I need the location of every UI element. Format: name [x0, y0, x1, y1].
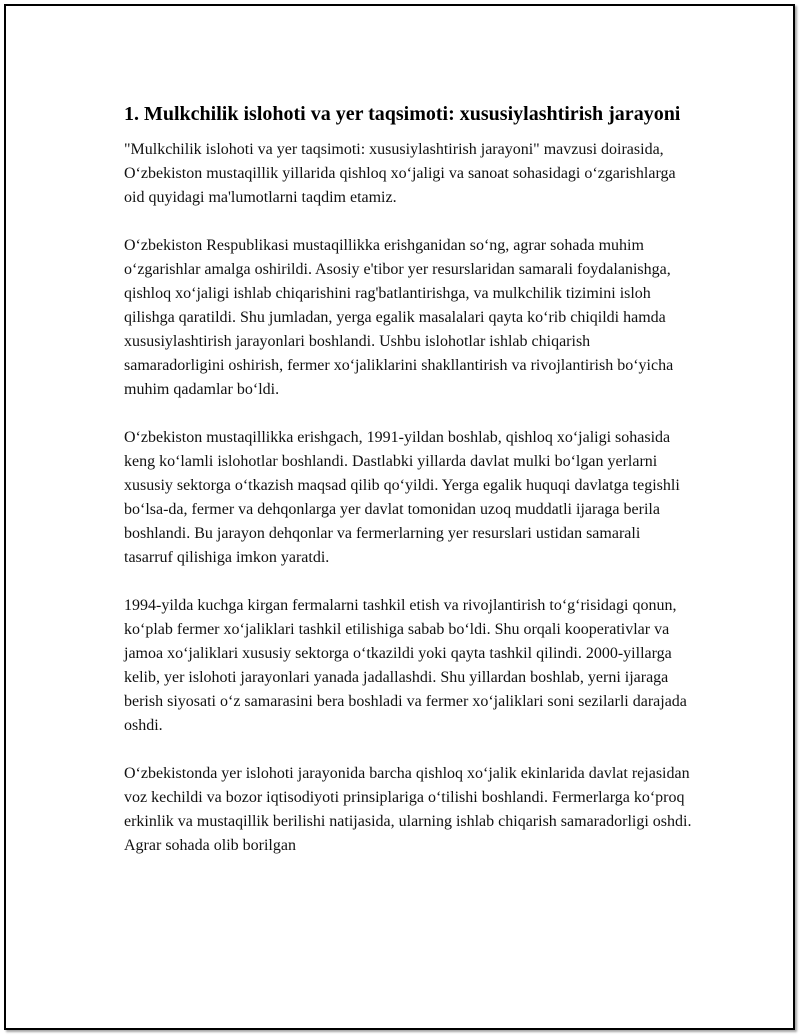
document-page: [4, 4, 795, 1030]
document-body: [124, 101, 692, 882]
document-title: 1. Mulkchilik islohoti va yer taqsimoti: xususiylashtirish jarayoni: [124, 103, 681, 125]
paragraph-market-transition: O‘zbekistonda yer islohoti jarayonida barcha qishloq xo‘jalik ekinlarida davlat rejasidan voz kechildi va bozor iqtisodiyoti prinsiplariga o‘tilishi boshlandi. Fermerlarga ko‘proq erkinlik va mustaqillik berilishi natijasida, ularning ishlab chiqarish samaradorligi oshdi. Agrar sohada olib borilgan: [124, 765, 692, 854]
paragraph-independence-reforms: O‘zbekiston Respublikasi mustaqillikka erishganidan so‘ng, agrar sohada muhim o‘zgarishlar amalga oshirildi. Asosiy e'tibor yer resurslaridan samarali foydalanishga, qishloq xo‘jaligi ishlab chiqarishini rag'batlantirishga, va mulkchilik tizimini isloh qilishga qaratildi. Shu jumladan, yerga egalik masalalari qayta ko‘rib chiqildi hamda xususiylashtirish jarayonlari boshlandi. Ushbu islohotlar ishlab chiqarish samaradorligini oshirish, fermer xo‘jaliklarini shakllantirish va rivojlantirish bo‘yicha muhim qadamlar bo‘ldi.: [124, 237, 674, 398]
paragraph-1994-law: 1994-yilda kuchga kirgan fermalarni tashkil etish va rivojlantirish to‘g‘risidagi qonun, ko‘plab fermer xo‘jaliklari tashkil etilishiga sabab bo‘ldi. Shu orqali kooperativlar va jamoa xo‘jaliklari xususiy sektorga o‘tkazildi yoki qayta tashkil qilindi. 2000-yillarga kelib, yer islohoti jarayonlari yanada jadallashdi. Shu yillardan boshlab, yerni ijaraga berish siyosati o‘z samarasini bera boshladi va fermer xo‘jaliklari soni sezilarli darajada oshdi.: [124, 597, 687, 734]
paragraph-intro: "Mulkchilik islohoti va yer taqsimoti: xususiylashtirish jarayoni" mavzusi doirasida, O‘zbekiston mustaqillik yillarida qishloq xo‘jaligi va sanoat sohasidagi o‘zgarishlarga oid quyidagi ma'lumotlarni taqdim etamiz.: [124, 141, 676, 206]
paragraph-1991-reforms: O‘zbekiston mustaqillikka erishgach, 1991-yildan boshlab, qishloq xo‘jaligi sohasida keng ko‘lamli islohotlar boshlandi. Dastlabki yillarda davlat mulki bo‘lgan yerlarni xususiy sektorga o‘tkazish maqsad qilib qo‘yildi. Yerga egalik huquqi davlatga tegishli bo‘lsa-da, fermer va dehqonlarga yer davlat tomonidan uzoq muddatli ijaraga berila boshlandi. Bu jarayon dehqonlar va fermerlarning yer resurslari ustidan samarali tasarruf qilishiga imkon yaratdi.: [124, 429, 680, 566]
